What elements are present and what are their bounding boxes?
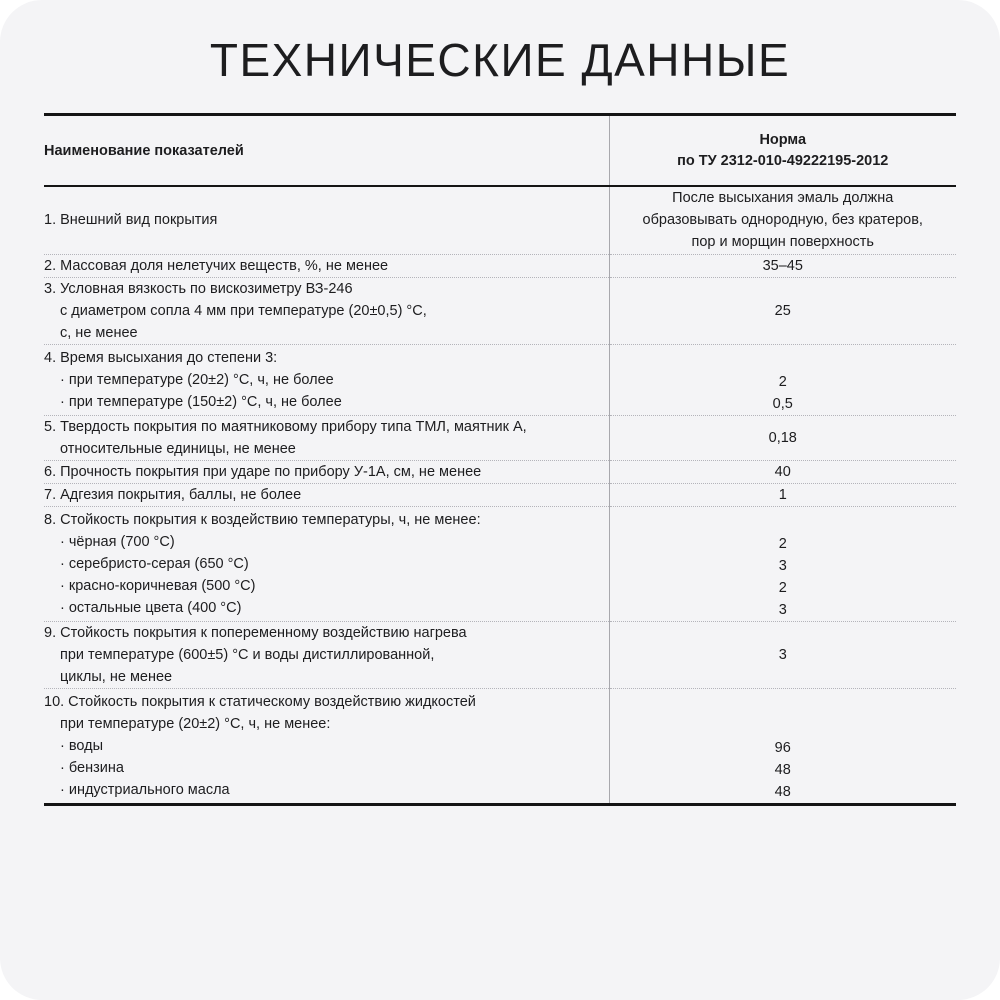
row-value-line: 48: [774, 784, 791, 801]
row-name-bullet: · воды: [44, 735, 609, 757]
row-value-line: 3: [778, 601, 787, 618]
row-name-line: циклы, не менее: [60, 669, 173, 686]
column-header-norm-standard: по ТУ 2312-010-49222195-2012: [677, 152, 889, 169]
row-value-cell: [609, 344, 956, 415]
row-name-line: 7. Адгезия покрытия, баллы, не более: [44, 486, 302, 503]
row-name-line: с диаметром сопла 4 мм при температуре (20±0,5) °С,: [60, 302, 427, 319]
row-value-line: 96: [774, 740, 791, 757]
row-value-line: 25: [774, 302, 791, 319]
row-value-cell: [609, 460, 956, 483]
column-header-norm: [609, 115, 956, 187]
row-value-line: 40: [774, 463, 791, 480]
row-name-cell: [44, 483, 609, 506]
row-name-bullet: · красно-коричневая (500 °С): [44, 575, 609, 597]
row-name-line: 3. Условная вязкость по вискозиметру ВЗ-246: [44, 280, 353, 297]
row-name-bullet: · остальные цвета (400 °С): [44, 597, 609, 619]
table-header-row: [44, 115, 956, 187]
row-name-line: 9. Стойкость покрытия к попеременному воздействию нагрева: [44, 624, 467, 641]
document-sheet: [44, 0, 956, 806]
row-value-cell: [609, 186, 956, 254]
row-name-line: при температуре (20±2) °С, ч, не менее:: [60, 716, 331, 733]
row-value-line: образовывать однородную, без кратеров,: [642, 212, 923, 229]
row-name-bullet: · бензина: [44, 757, 609, 779]
row-value-line: 2: [778, 579, 787, 596]
row-value-line: 48: [774, 762, 791, 779]
row-value-cell: [609, 621, 956, 688]
table-row: [44, 277, 956, 344]
row-value-cell: [609, 483, 956, 506]
row-name-line: 1. Внешний вид покрытия: [44, 212, 218, 229]
row-value-line: 1: [778, 486, 787, 503]
row-name-cell: [44, 460, 609, 483]
column-header-name: Наименование показателей: [44, 115, 609, 187]
row-name-line: при температуре (600±5) °С и воды дистиллированной,: [60, 646, 435, 663]
row-value-line: 35–45: [762, 257, 803, 274]
table-row: [44, 621, 956, 688]
row-name-cell: [44, 506, 609, 621]
row-name-line: 8. Стойкость покрытия к воздействию температуры, ч, не менее:: [44, 511, 481, 528]
row-value-line: После высыхания эмаль должна: [672, 190, 894, 207]
row-name-cell: [44, 186, 609, 254]
technical-data-table: [44, 113, 956, 806]
column-header-norm-title: Норма: [759, 132, 807, 149]
page-title: ТЕХНИЧЕСКИЕ ДАННЫЕ: [209, 34, 791, 86]
table-header: [44, 115, 956, 187]
table-row: [44, 460, 956, 483]
row-name-cell: [44, 415, 609, 460]
row-name-bullet: · при температуре (20±2) °С, ч, не более: [44, 369, 609, 391]
row-name-cell: [44, 689, 609, 805]
row-value-cell: [609, 506, 956, 621]
table-row: [44, 254, 956, 277]
table-row: [44, 689, 956, 805]
table-row: [44, 344, 956, 415]
row-name-line: 4. Время высыхания до степени 3:: [44, 349, 278, 366]
row-name-cell: [44, 344, 609, 415]
row-value-cell: [609, 415, 956, 460]
row-value-line: 0,5: [772, 395, 793, 412]
row-value-line: 3: [778, 646, 787, 663]
row-name-line: относительные единицы, не менее: [60, 440, 296, 457]
row-value-line: 0,18: [768, 429, 797, 446]
row-name-cell: [44, 254, 609, 277]
row-value-cell: [609, 254, 956, 277]
table-row: [44, 186, 956, 254]
table-row: [44, 483, 956, 506]
row-name-line: 2. Массовая доля нелетучих веществ, %, не менее: [44, 257, 389, 274]
row-value-line: 3: [778, 557, 787, 574]
table-row: [44, 415, 956, 460]
row-name-line: 5. Твердость покрытия по маятниковому прибору типа ТМЛ, маятник А,: [44, 418, 527, 435]
row-name-cell: [44, 621, 609, 688]
row-value-line: 2: [778, 373, 787, 390]
row-value-cell: [609, 277, 956, 344]
row-name-bullet: · чёрная (700 °С): [44, 531, 609, 553]
row-value-cell: [609, 689, 956, 805]
row-value-line: 2: [778, 535, 787, 552]
row-name-line: 6. Прочность покрытия при ударе по прибору У-1А, см, не менее: [44, 463, 482, 480]
row-name-bullet: · индустриального масла: [44, 779, 609, 801]
row-value-line: пор и морщин поверхность: [691, 234, 874, 251]
row-name-bullet: · серебристо-серая (650 °С): [44, 553, 609, 575]
row-name-line: 10. Стойкость покрытия к статическому воздействию жидкостей: [44, 694, 476, 711]
table-row: [44, 506, 956, 621]
row-name-cell: [44, 277, 609, 344]
table-body: [44, 186, 956, 804]
row-name-line: с, не менее: [60, 324, 138, 341]
row-name-bullet: · при температуре (150±2) °С, ч, не более: [44, 391, 609, 413]
